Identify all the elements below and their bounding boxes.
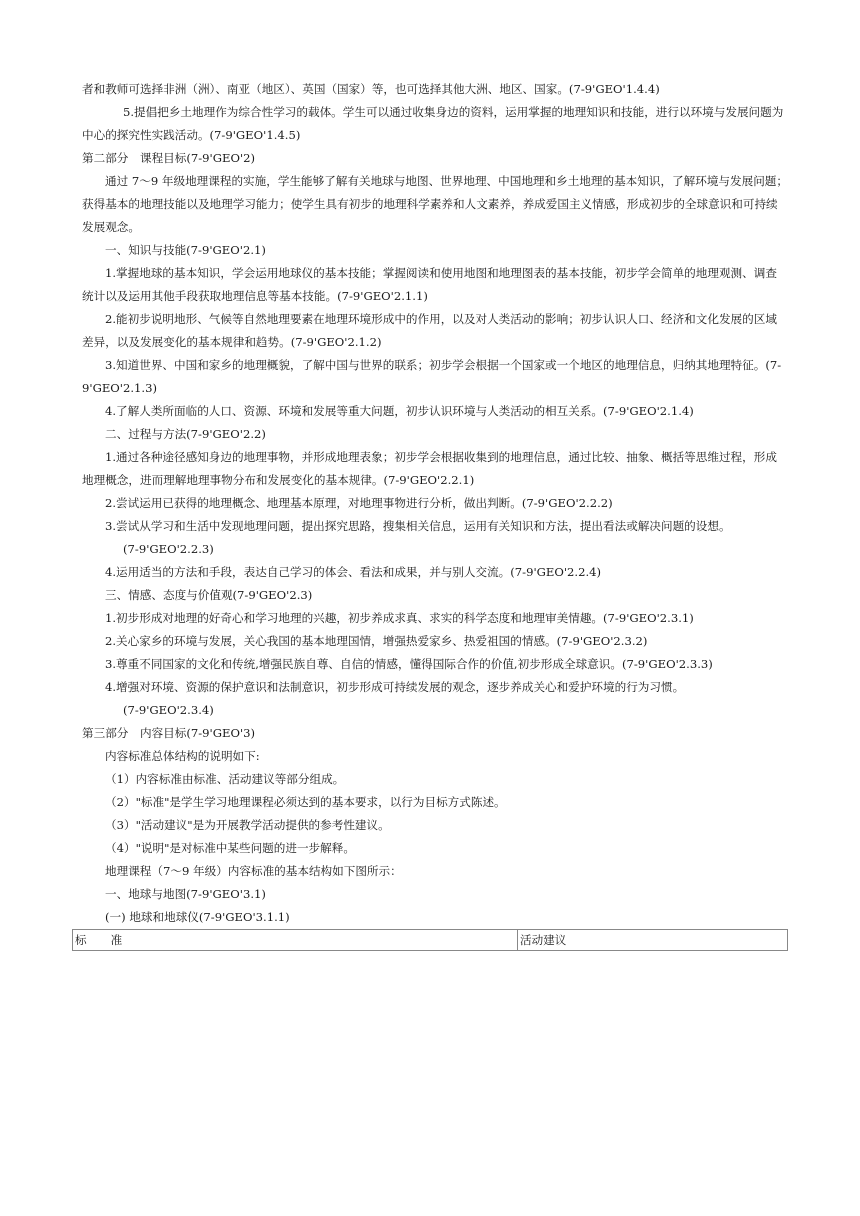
section-heading-part-2: 第二部分 课程目标(7-9'GEO'2) xyxy=(82,151,256,165)
subheading-earth-maps: 一、地球与地图(7-9'GEO'3.1) xyxy=(105,887,266,901)
paragraph-2-1-3: 3.知道世界、中国和家乡的地理概貌，了解中国与世界的联系；初步学会根据一个国家或一个地区的地理信息，归纳其地理特征。(7-9'GEO'2.1.3) xyxy=(82,358,782,395)
paragraph-2-1-4: 4.了解人类所面临的人口、资源、环境和发展等重大问题，初步认识环境与人类活动的相互关系。(7-9'GEO'2.1.4) xyxy=(105,404,694,418)
table-header-standard-char-1: 标 xyxy=(75,933,87,947)
list-item-1: （1）内容标准由标准、活动建议等部分组成。 xyxy=(105,772,345,786)
paragraph-2-3-2: 2.关心家乡的环境与发展，关心我国的基本地理国情，增强热爱家乡、热爱祖国的情感。(7-9'GEO'2.3.2) xyxy=(105,634,648,648)
subheading-knowledge-skills: 一、知识与技能(7-9'GEO'2.1) xyxy=(105,243,266,257)
document-page xyxy=(75,78,788,951)
paragraph-2-3-3: 3.尊重不同国家的文化和传统,增强民族自尊、自信的情感，懂得国际合作的价值,初步形成全球意识。(7-9'GEO'2.3.3) xyxy=(105,657,713,671)
paragraph-item-5: 5.提倡把乡土地理作为综合性学习的载体。学生可以通过收集身边的资料，运用掌握的地理知识和技能，进行以环境与发展问题为中心的探究性实践活动。(7-9'GEO'1.4.5) xyxy=(82,105,784,142)
paragraph-structure-intro: 内容标准总体结构的说明如下: xyxy=(105,749,260,763)
table-header-activity: 活动建议 xyxy=(518,930,788,951)
paragraph-2-1-1: 1.掌握地球的基本知识，学会运用地球仪的基本技能；掌握阅读和使用地图和地理图表的基本技能，初步学会简单的地理观测、调查统计以及运用其他手段获取地理信息等基本技能。(7-9'GEO'2.1.1) xyxy=(82,266,777,303)
standards-table xyxy=(72,929,788,951)
paragraph-2-2-1: 1.通过各种途径感知身边的地理事物，并形成地理表象；初步学会根据收集到的地理信息，通过比较、抽象、概括等思维过程，形成地理概念，进而理解地理事物分布和发展变化的基本规律。(7-9'GEO'2.2.1) xyxy=(82,450,777,487)
list-item-3: （3）"活动建议"是为开展教学活动提供的参考性建议。 xyxy=(105,818,390,832)
paragraph-continuation: 者和教师可选择非洲（洲）、南亚（地区）、英国（国家）等，也可选择其他大洲、地区、国家。(7-9'GEO'1.4.4) xyxy=(82,82,660,96)
paragraph-2-2-4: 4.运用适当的方法和手段，表达自己学习的体会、看法和成果，并与别人交流。(7-9'GEO'2.2.4) xyxy=(105,565,602,579)
paragraph-2-2-2: 2.尝试运用已获得的地理概念、地理基本原理，对地理事物进行分析，做出判断。(7-9'GEO'2.2.2) xyxy=(105,496,613,510)
list-item-2: （2）"标准"是学生学习地理课程必须达到的基本要求，以行为目标方式陈述。 xyxy=(105,795,506,809)
paragraph-2-3-1: 1.初步形成对地理的好奇心和学习地理的兴趣，初步养成求真、求实的科学态度和地理审美情趣。(7-9'GEO'2.3.1) xyxy=(105,611,694,625)
paragraph-intro: 通过 7～9 年级地理课程的实施，学生能够了解有关地球与地图、世界地理、中国地理和乡土地理的基本知识，了解环境与发展问题；获得基本的地理技能以及地理学习能力；使学生具有初步的地理科学素养和人文素养，养成爱国主义情感，形成初步的全球意识和可持续发展观念。 xyxy=(82,174,788,234)
section-heading-part-3: 第三部分 内容目标(7-9'GEO'3) xyxy=(82,726,256,740)
list-item-4: （4）"说明"是对标准中某些问题的进一步解释。 xyxy=(105,841,355,855)
table-header-standard-char-2: 准 xyxy=(110,933,123,947)
table-header-row xyxy=(73,930,788,951)
paragraph-2-2-3-code: (7-9'GEO'2.2.3) xyxy=(123,542,214,556)
subheading-attitudes-values: 三、情感、态度与价值观(7-9'GEO'2.3) xyxy=(105,588,313,602)
paragraph-2-3-4-code: (7-9'GEO'2.3.4) xyxy=(123,703,214,717)
subheading-process-methods: 二、过程与方法(7-9'GEO'2.2) xyxy=(105,427,266,441)
paragraph-2-2-3: 3.尝试从学习和生活中发现地理问题，提出探究思路，搜集相关信息，运用有关知识和方法，提出看法或解决问题的设想。 xyxy=(105,519,731,533)
subheading-earth-globe: (一) 地球和地球仪(7-9'GEO'3.1.1) xyxy=(105,910,290,924)
paragraph-2-1-2: 2.能初步说明地形、气候等自然地理要素在地理环境形成中的作用，以及对人类活动的影响；初步认识人口、经济和文化发展的区域差异，以及发展变化的基本规律和趋势。(7-9'GEO'2.1.2) xyxy=(82,312,777,349)
paragraph-2-3-4: 4.增强对环境、资源的保护意识和法制意识，初步形成可持续发展的观念，逐步养成关心和爱护环境的行为习惯。 xyxy=(105,680,685,694)
table-header-standard xyxy=(73,930,518,951)
paragraph-structure-figure: 地理课程（7～9 年级）内容标准的基本结构如下图所示： xyxy=(105,864,402,878)
